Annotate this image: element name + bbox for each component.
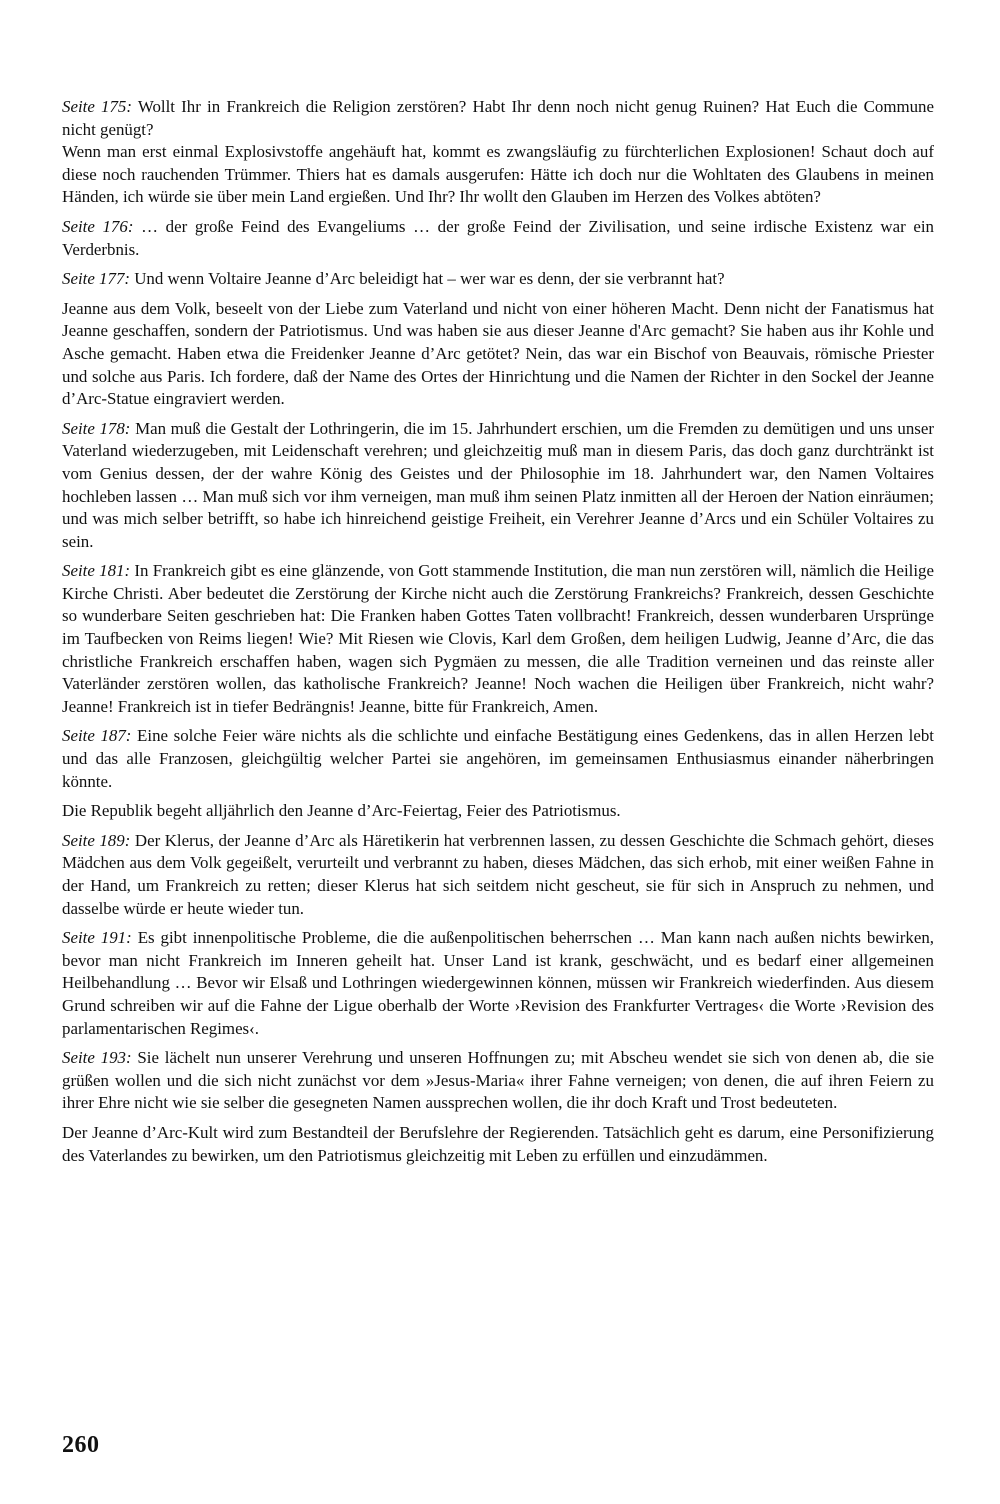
paragraph-text: Sie lächelt nun unserer Verehrung und unseren Hoffnungen zu; mit Abscheu wendet sie sich von denen ab, die sie grüßen wollen und die sich nicht zunächst vor dem »Jesus-Maria« ihrer Fahne verneigen; von denen, die auf ihren Feiern zu ihrer Ehre nicht wie sie selber die gesegneten Namen aussprechen wollen, die ihr doch Kraft und Trost bedeuteten. [62, 1048, 934, 1113]
paragraph-jeanne-kult [62, 1122, 934, 1167]
paragraph-text: Und wenn Voltaire Jeanne d’Arc beleidigt hat – wer war es denn, der sie verbrannt hat? [130, 269, 725, 289]
paragraph-seite-175 [62, 96, 934, 141]
paragraph-text: … der große Feind des Evangeliums … der große Feind der Zivilisation, und seine irdische Existenz war ein Verderbnis. [62, 216, 934, 259]
page-reference: Seite 181: [62, 561, 131, 581]
page-reference: Seite 193: [62, 1048, 132, 1068]
paragraph-text: Es gibt innenpolitische Probleme, die die außenpolitischen beherrschen … Man kann nach außen nichts bewirken, bevor man nicht Frankreich im Inneren geheilt hat. Unser Land ist krank, geschwächt, und es bedarf einer allgemeinen Heilbehandlung … Bevor wir Elsaß und Lothringen wiedergewinnen können, müssen wir Frankreich wiederfinden. Aus diesem Grund schreiben wir auf die Fahne der Ligue oberhalb der Worte ›Revision des Frankfurter Vertrages‹ die Worte ›Revision des parlamentarischen Regimes‹. [62, 928, 934, 1038]
page-reference: Seite 191: [62, 928, 132, 948]
paragraph-text: Der Klerus, der Jeanne d’Arc als Häretikerin hat verbrennen lassen, zu dessen Geschichte die Schmach gehört, dieses Mädchen aus dem Volk gegeißelt, verurteilt und verbrannt zu haben, dieses Mädchen, das sich erhob, mit einer weißen Fahne in der Hand, um Frankreich zu retten; dieser Klerus hat sich seitdem nicht gescheut, sie für sich in Anspruch zu nehmen, und dasselbe würde er heute wieder tun. [62, 830, 934, 918]
paragraph-explosivstoffe [62, 141, 934, 209]
page-number: 260 [62, 1432, 100, 1458]
paragraph-text: Der Jeanne d’Arc-Kult wird zum Bestandteil der Berufslehre der Regierenden. Tatsächlich geht es darum, eine Personifizierung des Vaterlandes zu bewirken, um den Patriotismus gleichzeitig mit Leben zu erfüllen und einzudämmen. [62, 1122, 934, 1165]
body-text [62, 96, 934, 1174]
page-reference: Seite 187: [62, 726, 132, 746]
paragraph-text: In Frankreich gibt es eine glänzende, von Gott stammende Institution, die man nun zerstören will, nämlich die Heilige Kirche Christi. Aber bedeutet die Zerstörung der Kirche nicht auch die Zerstörung Frankreichs? Frankreich, dessen Geschichte so wunderbare Seiten geschrieben hat: Die Franken haben Gottes Taten vollbracht! Frankreich, dessen wunderbaren Ursprünge im Taufbecken von Reims liegen! Wie? Mit Riesen wie Clovis, Karl dem Großen, dem heiligen Ludwig, Jeanne d’Arc, die das christliche Frankreich erschaffen haben, wagen sich Pygmäen zu messen, die alle Tradition verneinen und das reinste aller Vaterländer zerstören wollen, das katholische Frankreich? Jeanne! Noch wachen die Heiligen über Frankreich, nicht wahr? Jeanne! Frankreich ist in tiefer Bedrängnis! Jeanne, bitte für Frankreich, Amen. [62, 561, 935, 716]
paragraph-jeanne-aus-dem-volk [62, 298, 934, 411]
page-reference: Seite 176: [62, 216, 134, 236]
paragraph-seite-191 [62, 927, 934, 1040]
paragraph-seite-178 [62, 418, 934, 554]
paragraph-text: Man muß die Gestalt der Lothringerin, die im 15. Jahrhundert erschien, um die Fremden zu demütigen und uns unser Vaterland wiederzugeben, mit Leidenschaft verehren; und gleichzeitig muß man in diesem Paris, das doch ganz durchtränkt ist vom Genius dessen, der der wahre König des Geistes und der Philosophie im 18. Jahrhundert war, den Namen Voltaires hochleben lassen … Man muß sich vor ihm verneigen, man muß ihm seinen Platz inmitten all der Heroen der Nation einräumen; und was mich selber betrifft, so habe ich hinreichend geistige Freiheit, ein Verehrer Jeanne d’Arcs und ein Schüler Voltaires zu sein. [62, 418, 934, 551]
paragraph-text: Jeanne aus dem Volk, beseelt von der Liebe zum Vaterland und nicht von einer höheren Macht. Denn nicht der Fanatismus hat Jeanne geschaffen, sondern der Patriotismus. Und was haben sie aus dieser Jeanne d'Arc gemacht? Sie haben aus ihr Kohle und Asche gemacht. Haben etwa die Freidenker Jeanne d’Arc getötet? Nein, das war ein Bischof von Beauvais, römische Priester und solche aus Paris. Ich fordere, daß der Name des Ortes der Hinrichtung und die Namen der Richter in den Sockel der Jeanne d’Arc-Statue eingraviert werden. [62, 298, 934, 409]
paragraph-seite-187 [62, 725, 934, 793]
paragraph-seite-193 [62, 1047, 934, 1115]
page-reference: Seite 175: [62, 97, 132, 116]
paragraph-republik [62, 800, 934, 823]
paragraph-text: Wenn man erst einmal Explosivstoffe angehäuft hat, kommt es zwangsläufig zu fürchterlichen Explosionen! Schaut doch auf diese noch rauchenden Trümmer. Thiers hat es damals ausgerufen: Hätte ich doch nur die Wohltaten des Glaubens in meinen Händen, ich würde sie über mein Land ergießen. Und Ihr? Ihr wollt den Glauben im Herzen des Volkes abtöten? [62, 142, 934, 207]
page-reference: Seite 189: [62, 830, 131, 850]
page-reference: Seite 178: [62, 418, 131, 438]
page-reference: Seite 177: [62, 269, 131, 289]
paragraph-text: Die Republik begeht alljährlich den Jeanne d’Arc-Feiertag, Feier des Patriotismus. [62, 801, 621, 821]
paragraph-seite-181 [62, 560, 934, 718]
paragraph-seite-176 [62, 216, 934, 261]
paragraph-seite-177 [62, 268, 934, 291]
paragraph-seite-189 [62, 830, 934, 920]
paragraph-text: Eine solche Feier wäre nichts als die schlichte und einfache Bestätigung eines Gedenkens, das in allen Herzen lebt und das alle Franzosen, gleichgültig welcher Partei sie angehören, im gemeinsamen Enthusiasmus einander näherbringen könnte. [62, 726, 934, 791]
paragraph-text: Wollt Ihr in Frankreich die Religion zerstören? Habt Ihr denn noch nicht genug Ruinen? Hat Euch die Commune nicht genügt? [62, 97, 934, 139]
